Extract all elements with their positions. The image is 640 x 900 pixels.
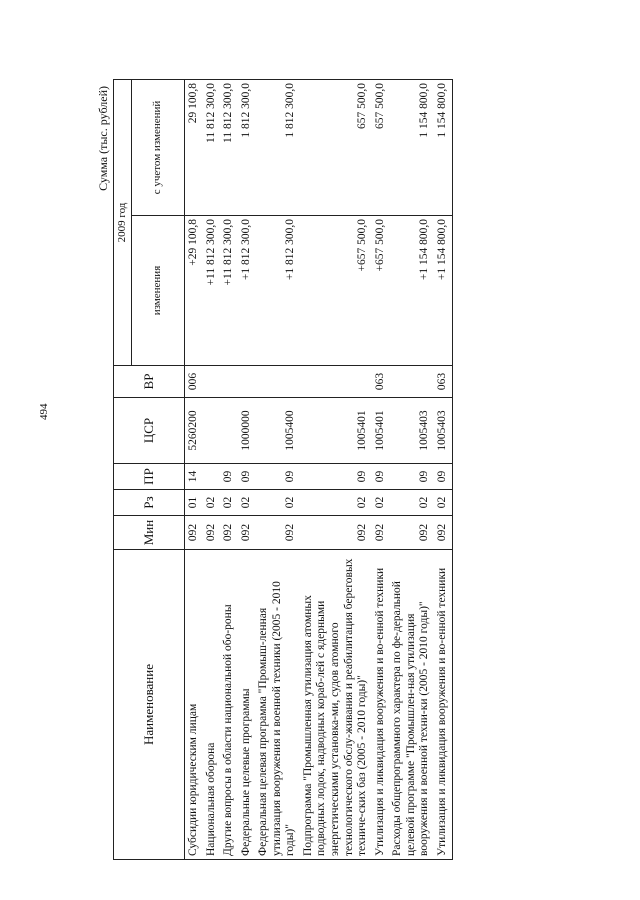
row-total: 11 812 300,0 — [220, 80, 238, 216]
row-csr — [203, 398, 221, 464]
row-rz: 02 — [434, 490, 452, 516]
page-number: 494 — [38, 403, 50, 420]
row-change: +1 812 300,0 — [255, 216, 300, 366]
row-pr: 09 — [238, 464, 256, 490]
row-min: 092 — [184, 516, 202, 550]
row-name: Федеральные целевые программы — [238, 550, 256, 860]
row-change: +1 154 800,0 — [434, 216, 452, 366]
table-row — [184, 80, 202, 860]
row-csr: 1000000 — [238, 398, 256, 464]
row-name: Национальная оборона — [203, 550, 221, 860]
row-rz: 02 — [220, 490, 238, 516]
row-change: +1 154 800,0 — [389, 216, 434, 366]
row-vr: 006 — [184, 366, 202, 398]
row-total: 657 500,0 — [300, 80, 372, 216]
row-total: 29 100,8 — [184, 80, 202, 216]
header-year: 2009 год — [114, 80, 132, 366]
row-csr: 5260200 — [184, 398, 202, 464]
header-pr: ПР — [114, 464, 185, 490]
table-row — [300, 80, 372, 860]
table-row — [220, 80, 238, 860]
units-caption: Сумма (тыс. рублей) — [96, 86, 110, 191]
row-vr — [238, 366, 256, 398]
row-pr: 09 — [434, 464, 452, 490]
row-name: Субсидии юридическим лицам — [184, 550, 202, 860]
row-total: 1 812 300,0 — [238, 80, 256, 216]
row-min: 092 — [220, 516, 238, 550]
row-name: Федеральная целевая программа "Промыш-ленная утилизация вооружения и военной техники (2005 - 2010 годы)" — [255, 550, 300, 860]
row-vr — [300, 366, 372, 398]
row-min: 092 — [372, 516, 390, 550]
table-row — [389, 80, 434, 860]
row-rz: 02 — [300, 490, 372, 516]
row-min: 092 — [238, 516, 256, 550]
row-change: +29 100,8 — [184, 216, 202, 366]
row-change: +657 500,0 — [300, 216, 372, 366]
table-row — [238, 80, 256, 860]
row-min: 092 — [434, 516, 452, 550]
header-vr: ВР — [114, 366, 185, 398]
table-row — [203, 80, 221, 860]
header-row-1 — [114, 80, 132, 860]
header-rz: Рз — [114, 490, 185, 516]
row-vr: 063 — [434, 366, 452, 398]
header-name: Наименование — [114, 550, 185, 860]
row-pr: 09 — [300, 464, 372, 490]
row-pr — [203, 464, 221, 490]
row-name: Расходы общепрограммного характера по фе-деральной целевой программе "Промышлен-ная утилизация вооружения и военной техни-ки (2005 - 2010 годы)" — [389, 550, 434, 860]
row-change: +657 500,0 — [372, 216, 390, 366]
table-row — [255, 80, 300, 860]
row-csr: 1005403 — [389, 398, 434, 464]
row-change: +1 812 300,0 — [238, 216, 256, 366]
row-rz: 02 — [255, 490, 300, 516]
row-name: Другие вопросы в области национальной обо-роны — [220, 550, 238, 860]
row-min: 092 — [389, 516, 434, 550]
row-vr: 063 — [372, 366, 390, 398]
row-pr: 09 — [389, 464, 434, 490]
row-pr: 09 — [220, 464, 238, 490]
row-csr: 1005403 — [434, 398, 452, 464]
row-total: 657 500,0 — [372, 80, 390, 216]
table-row — [372, 80, 390, 860]
row-rz: 02 — [238, 490, 256, 516]
row-total: 1 812 300,0 — [255, 80, 300, 216]
header-csr: ЦСР — [114, 398, 185, 464]
row-pr: 09 — [255, 464, 300, 490]
row-vr — [203, 366, 221, 398]
row-name: Утилизация и ликвидация вооружения и во-енной техники — [372, 550, 390, 860]
row-min: 092 — [255, 516, 300, 550]
row-vr — [389, 366, 434, 398]
row-total: 11 812 300,0 — [203, 80, 221, 216]
row-csr: 1005400 — [255, 398, 300, 464]
row-change: +11 812 300,0 — [220, 216, 238, 366]
row-csr: 1005401 — [372, 398, 390, 464]
rotated-budget-sheet — [95, 80, 595, 860]
table-body — [184, 80, 452, 860]
row-rz: 02 — [203, 490, 221, 516]
row-min: 092 — [203, 516, 221, 550]
row-name: Утилизация и ликвидация вооружения и во-енной техники — [434, 550, 452, 860]
row-pr: 09 — [372, 464, 390, 490]
table-row — [434, 80, 452, 860]
row-vr — [220, 366, 238, 398]
row-min: 092 — [300, 516, 372, 550]
header-min: Мин — [114, 516, 185, 550]
row-rz: 02 — [372, 490, 390, 516]
row-name: Подпрограмма "Промышленная утилизация атомных подводных лодок, надводных кораб-лей с ядерными энергетическими установка-ми, судов атомного технологического обслу-живания и реабилитация береговых техниче-ских баз (2005 - 2010 годы)" — [300, 550, 372, 860]
budget-table — [113, 79, 453, 860]
row-csr — [220, 398, 238, 464]
row-csr: 1005401 — [300, 398, 372, 464]
page-number-block — [38, 403, 58, 480]
row-rz: 01 — [184, 490, 202, 516]
row-rz: 02 — [389, 490, 434, 516]
row-vr — [255, 366, 300, 398]
row-total: 1 154 800,0 — [434, 80, 452, 216]
header-changes: изменения — [131, 216, 184, 366]
row-change: +11 812 300,0 — [203, 216, 221, 366]
header-with-changes: с учетом изменений — [131, 80, 184, 216]
row-total: 1 154 800,0 — [389, 80, 434, 216]
row-pr: 14 — [184, 464, 202, 490]
